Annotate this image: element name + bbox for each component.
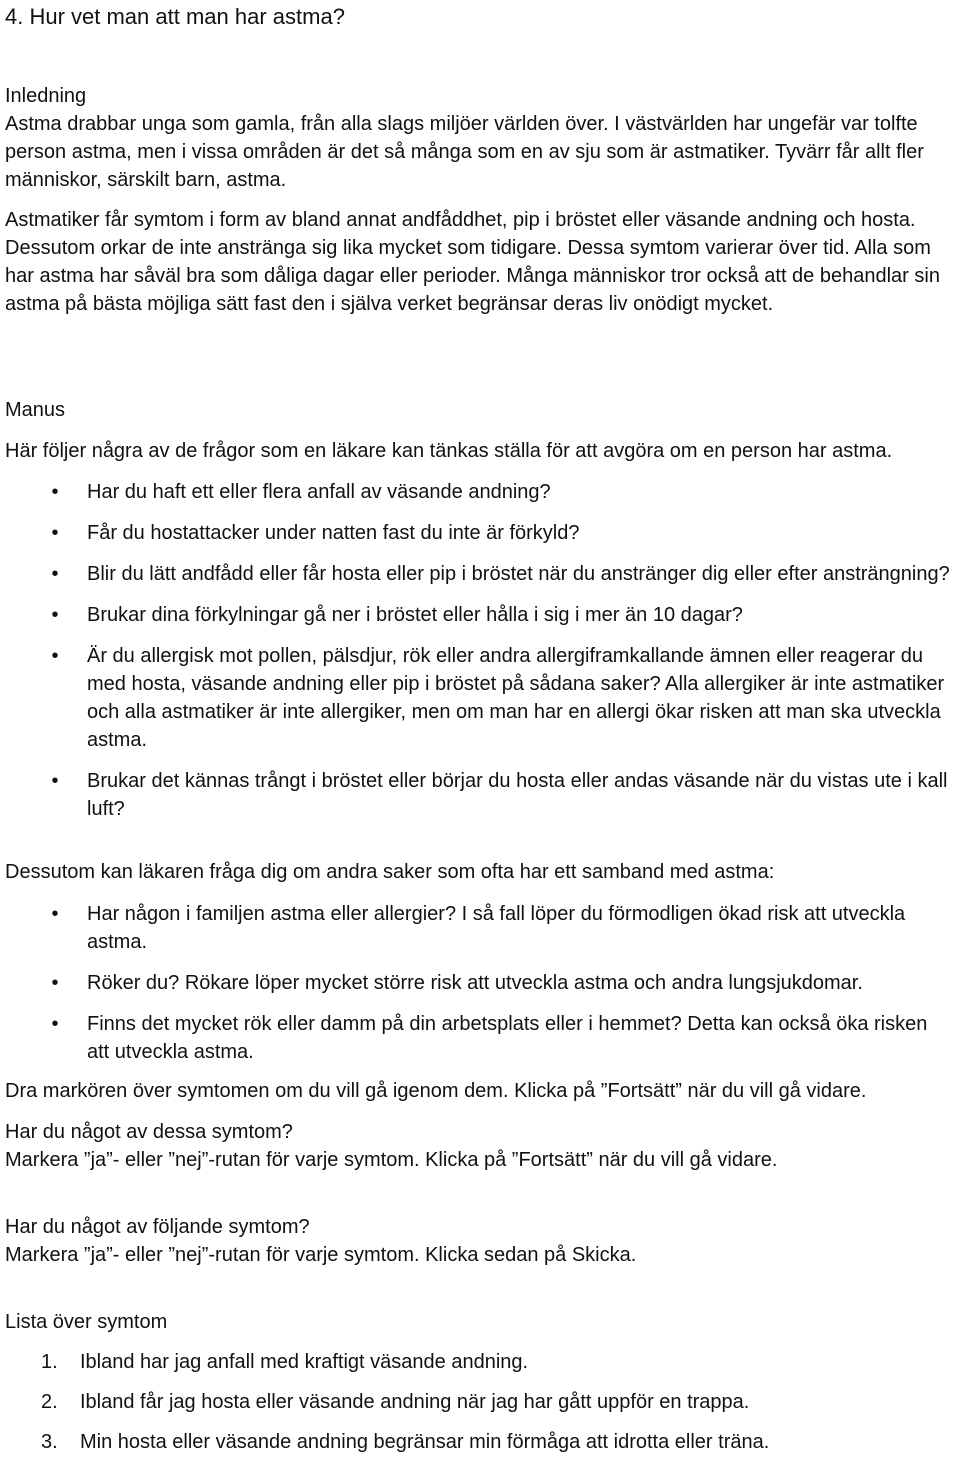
intro-paragraph-1: Astma drabbar unga som gamla, från alla slags miljöer världen över. I västvärlden har ungefär var tolfte person astma, men i vissa områden är det så många som en av sju som är astmatiker. Tyvärr får allt fler människor, särskilt barn, astma. <box>5 113 924 191</box>
question-list-2 <box>5 900 955 1066</box>
drag-instruction-block <box>5 1077 955 1105</box>
list-item <box>5 601 955 629</box>
list-item-text: Får du hostattacker under natten fast du inte är förkyld? <box>87 522 580 544</box>
manus-lead2-block <box>5 858 955 886</box>
list-item <box>5 969 955 997</box>
intro-paragraph-2-block <box>5 206 955 318</box>
list-item-text: Brukar det kännas trångt i bröstet eller börjar du hosta eller andas väsande när du vistas ute i kall luft? <box>87 770 948 820</box>
list-item-number: 2. <box>41 1391 58 1413</box>
list-item <box>5 1348 955 1376</box>
bullet-icon: • <box>51 604 59 626</box>
list-item-text: Brukar dina förkylningar gå ner i bröstet eller hålla i sig i mer än 10 dagar? <box>87 604 743 626</box>
list-item <box>5 767 955 823</box>
list-item-text: Ibland har jag anfall med kraftigt väsande andning. <box>80 1351 529 1373</box>
section-a-instruction: Markera ”ja”- eller ”nej”-rutan för varje symtom. Klicka på ”Fortsätt” när du vill gå vidare. <box>5 1149 778 1171</box>
section-b-instruction: Markera ”ja”- eller ”nej”-rutan för varje symtom. Klicka sedan på Skicka. <box>5 1244 637 1266</box>
symptom-list-block <box>5 1348 955 1468</box>
list-item <box>5 1388 955 1416</box>
list-item <box>5 1428 955 1456</box>
list-item-text: Har du haft ett eller flera anfall av väsande andning? <box>87 481 551 503</box>
question-list-block <box>5 478 955 836</box>
list-item-text: Blir du lätt andfådd eller får hosta eller pip i bröstet när du anstränger dig eller efter ansträngning? <box>87 563 950 585</box>
bullet-icon: • <box>51 522 59 544</box>
intro-section <box>5 82 955 194</box>
symptom-list-heading: Lista över symtom <box>5 1311 168 1333</box>
section-a-heading: Har du något av dessa symtom? <box>5 1121 293 1143</box>
list-item-text: Ibland får jag hosta eller väsande andning när jag har gått uppför en trappa. <box>80 1391 750 1413</box>
manus-lead: Här följer några av de frågor som en läkare kan tänkas ställa för att avgöra om en person har astma. <box>5 440 893 462</box>
symptom-list <box>5 1348 955 1456</box>
bullet-icon: • <box>51 903 59 925</box>
section-b-heading: Har du något av följande symtom? <box>5 1216 310 1238</box>
section-a <box>5 1118 955 1174</box>
list-item-text: Röker du? Rökare löper mycket större risk att utveckla astma och andra lungsjukdomar. <box>87 972 863 994</box>
manus-lead-block <box>5 437 955 465</box>
intro-heading: Inledning <box>5 85 87 107</box>
list-item <box>5 900 955 956</box>
bullet-icon: • <box>51 563 59 585</box>
bullet-icon: • <box>51 972 59 994</box>
question-list <box>5 478 955 823</box>
list-item-text: Är du allergisk mot pollen, pälsdjur, rök eller andra allergiframkallande ämnen eller reagerar du med hosta, väsande andning eller pip i bröstet på sådana saker? Alla allergiker är inte astmatiker och alla astmatiker är inte allergiker, men om man har en allergi ökar risken att man ska utveckla astma. <box>87 645 945 751</box>
bullet-icon: • <box>51 770 59 792</box>
bullet-icon: • <box>51 481 59 503</box>
symptom-list-heading-block <box>5 1308 955 1336</box>
list-item-text: Finns det mycket rök eller damm på din arbetsplats eller i hemmet? Detta kan också öka risken att utveckla astma. <box>87 1013 928 1063</box>
manus-heading: Manus <box>5 399 66 421</box>
list-item <box>5 478 955 506</box>
bullet-icon: • <box>51 645 59 667</box>
question-list-2-block <box>5 900 955 1079</box>
manus-heading-block <box>5 396 955 424</box>
list-item-text: Har någon i familjen astma eller allergier? I så fall löper du förmodligen ökad risk att utveckla astma. <box>87 903 906 953</box>
list-item <box>5 1010 955 1066</box>
list-item <box>5 642 955 754</box>
bullet-icon: • <box>51 1013 59 1035</box>
list-item-number: 1. <box>41 1351 58 1373</box>
list-item-number: 3. <box>41 1431 58 1453</box>
list-item-text: Min hosta eller väsande andning begränsar min förmåga att idrotta eller träna. <box>80 1431 770 1453</box>
list-item <box>5 560 955 588</box>
manus-lead-2: Dessutom kan läkaren fråga dig om andra saker som ofta har ett samband med astma: <box>5 861 775 883</box>
page-title: 4. Hur vet man att man har astma? <box>5 4 345 29</box>
intro-paragraph-2: Astmatiker får symtom i form av bland annat andfåddhet, pip i bröstet eller väsande andning och hosta. Dessutom orkar de inte anstränga sig lika mycket som tidigare. Dessa symtom varierar över tid. Alla som har astma har såväl bra som dåliga dagar eller perioder. Många människor tror också att de behandlar sin astma på bästa möjliga sätt fast den i själva verket begränsar deras liv onödigt mycket. <box>5 209 940 315</box>
section-b <box>5 1213 955 1269</box>
drag-instruction: Dra markören över symtomen om du vill gå igenom dem. Klicka på ”Fortsätt” när du vill gå vidare. <box>5 1080 867 1102</box>
list-item <box>5 519 955 547</box>
